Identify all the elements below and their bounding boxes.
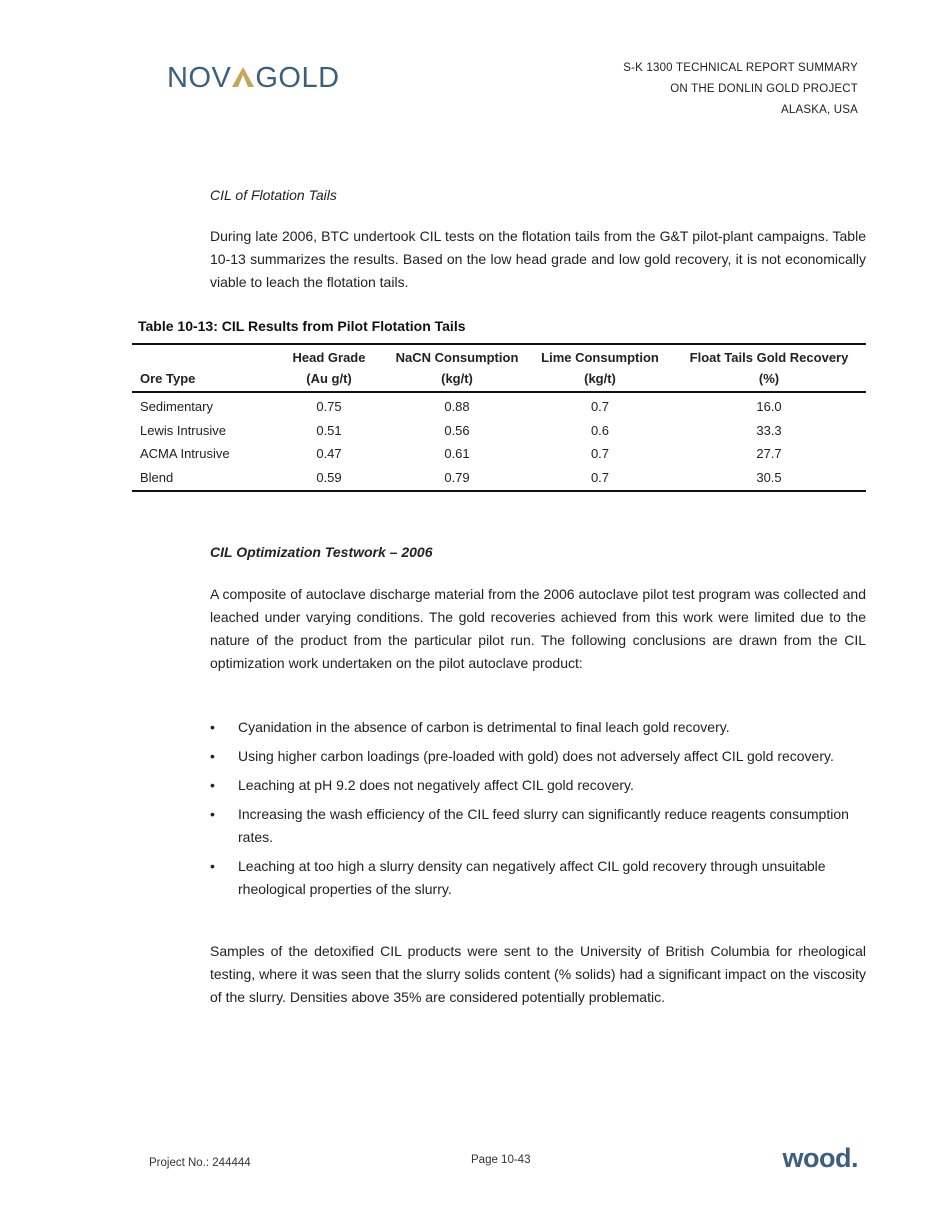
table-cell: 0.75 xyxy=(316,399,342,414)
novagold-logo xyxy=(167,62,340,95)
table-cell: 0.56 xyxy=(444,422,470,438)
list-item: • Leaching at too high a slurry density can negatively affect CIL gold recovery through unsuitable rheological properties of the slurry. xyxy=(210,855,866,901)
bullet-icon: • xyxy=(210,777,215,793)
table-row xyxy=(132,392,866,419)
report-header xyxy=(623,58,858,121)
table-cell: 0.61 xyxy=(444,446,470,461)
section-heading-cil-optimization: CIL Optimization Testwork – 2006 xyxy=(210,544,433,560)
table-cell: Blend xyxy=(132,466,272,492)
section1-paragraph: During late 2006, BTC undertook CIL tests on the flotation tails from the G&T pilot-plant campaigns. Table 10-13 summarizes the results. Based on the low head grade and low gold recovery, it is not economically viable to leach the flotation tails. xyxy=(210,228,866,290)
bullet-icon: • xyxy=(210,748,215,764)
header-line-2: ON THE DONLIN GOLD PROJECT xyxy=(670,83,858,95)
table-cell: 0.7 xyxy=(590,399,610,414)
table-row xyxy=(132,419,866,443)
bullet-icon: • xyxy=(210,806,215,822)
bullet-icon: • xyxy=(210,858,215,874)
table-cell: 27.7 xyxy=(756,446,782,461)
logo-text-pre: NOV xyxy=(167,62,232,94)
project-number: Project No.: 244444 xyxy=(149,1157,251,1169)
table-cell: Lewis Intrusive xyxy=(140,422,226,438)
table-cell: 0.51 xyxy=(316,422,342,438)
list-item: • Leaching at pH 9.2 does not negatively affect CIL gold recovery. xyxy=(210,774,866,797)
bullet-icon: • xyxy=(210,719,215,735)
table-cell: 0.88 xyxy=(444,399,470,414)
table-row xyxy=(132,466,866,492)
logo-text-post: GOLD xyxy=(255,62,340,94)
list-item: • Using higher carbon loadings (pre-loaded with gold) does not adversely affect CIL gold recovery. xyxy=(210,745,866,768)
table-cell: 33.3 xyxy=(756,422,782,438)
table-cell: 0.59 xyxy=(272,466,386,492)
table-cell: 30.5 xyxy=(672,466,866,492)
section2-paragraph: A composite of autoclave discharge material from the 2006 autoclave pilot test program was collected and leached under varying conditions. The gold recoveries achieved from this work were limited due to the nature of the product from the particular pilot run. The following conclusions are drawn from the CIL optimization work undertaken on the pilot autoclave product: xyxy=(210,586,866,671)
table-cell: 0.7 xyxy=(590,446,610,461)
col-header-nacn-consumption: NaCN Consumption (kg/t) xyxy=(395,350,519,386)
section-heading-cil-flotation-tails: CIL of Flotation Tails xyxy=(210,187,337,203)
col-header-ore-type: Ore Type xyxy=(140,371,196,386)
conclusions-list xyxy=(210,716,866,907)
list-item: • Cyanidation in the absence of carbon is detrimental to final leach gold recovery. xyxy=(210,716,866,739)
table-cell: 16.0 xyxy=(756,399,782,414)
logo-triangle-icon xyxy=(231,66,255,88)
header-line-1: S-K 1300 TECHNICAL REPORT SUMMARY xyxy=(623,62,858,74)
table-cell: Sedimentary xyxy=(140,399,213,414)
closing-paragraph: Samples of the detoxified CIL products were sent to the University of British Columbia for rheological testing, where it was seen that the slurry solids content (% solids) had a significant impact on the viscosity of the slurry. Densities above 35% are considered potentially problematic. xyxy=(210,943,866,1005)
table-cell: 0.6 xyxy=(590,422,610,438)
col-header-head-grade: Head Grade (Au g/t) xyxy=(292,350,366,386)
table-caption: Table 10-13: CIL Results from Pilot Flotation Tails xyxy=(138,318,466,334)
cil-results-table xyxy=(132,343,866,492)
page-number: Page 10-43 xyxy=(471,1154,531,1166)
table-cell: 0.47 xyxy=(316,446,342,461)
col-header-lime-consumption: Lime Consumption (kg/t) xyxy=(541,350,659,386)
list-item: • Increasing the wash efficiency of the CIL feed slurry can significantly reduce reagents consumption rates. xyxy=(210,803,866,849)
col-header-float-tails-recovery: Float Tails Gold Recovery (%) xyxy=(689,350,849,386)
table-row xyxy=(132,442,866,466)
table-cell: 0.79 xyxy=(386,466,528,492)
wood-logo: wood. xyxy=(782,1143,858,1173)
header-line-3: ALASKA, USA xyxy=(781,104,858,116)
table-cell: ACMA Intrusive xyxy=(140,446,230,461)
table-header-row xyxy=(132,344,866,392)
table-cell: 0.7 xyxy=(528,466,672,492)
